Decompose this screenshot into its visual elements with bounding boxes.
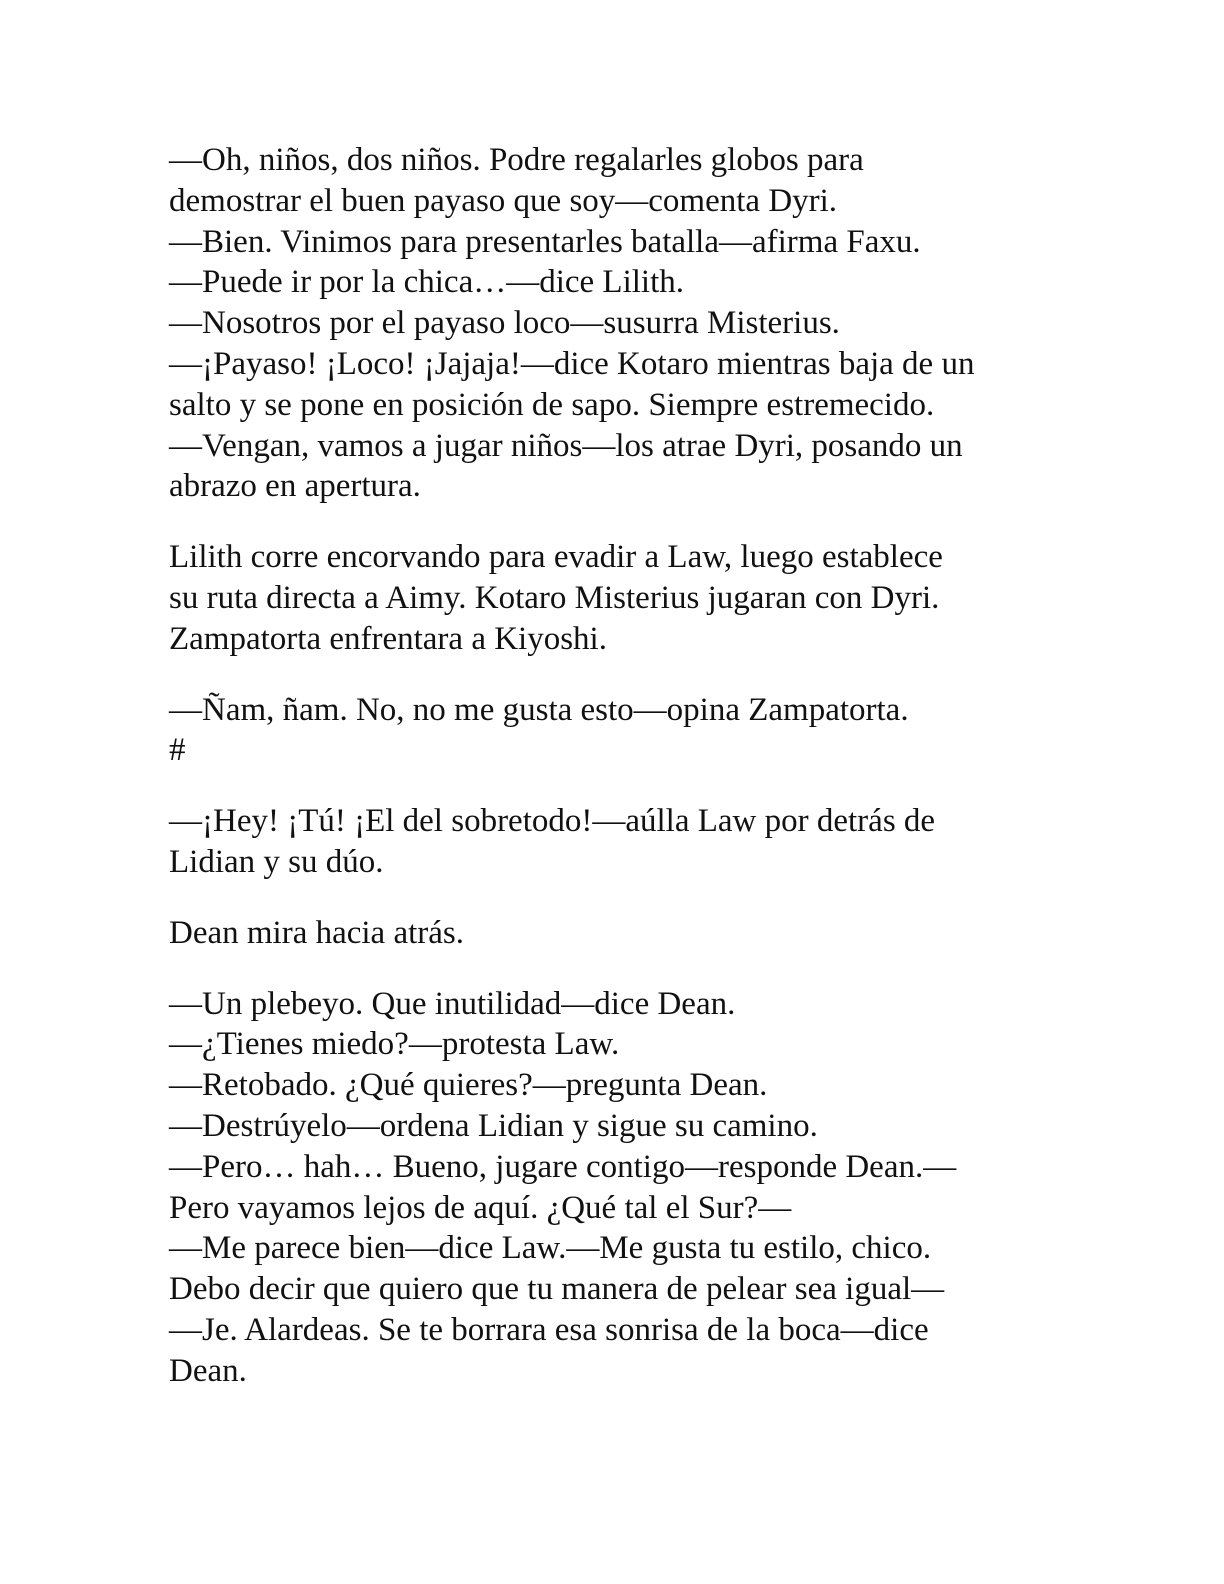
text-line: —¿Tienes miedo?—protesta Law. <box>169 1026 620 1063</box>
text-line: —Pero… hah… Bueno, jugare contigo—responde Dean.— <box>169 1148 957 1185</box>
text-line: —Ñam, ñam. No, no me gusta esto—opina Zampatorta. <box>169 691 909 728</box>
text-line: Zampatorta enfrentara a Kiyoshi. <box>169 620 607 657</box>
text-line: Dean. <box>169 1352 247 1389</box>
paragraph-dialogue-4 <box>169 984 1059 1392</box>
text-line: —Destrúyelo—ordena Lidian y sigue su camino. <box>169 1107 818 1144</box>
paragraph-dialogue-2 <box>169 690 1059 772</box>
text-line: salto y se pone en posición de sapo. Siempre estremecido. <box>169 386 935 423</box>
text-line: Debo decir que quiero que tu manera de pelear sea igual— <box>169 1271 945 1308</box>
document-page <box>169 140 1059 1422</box>
paragraph-narration-1 <box>169 537 1059 659</box>
text-line: Pero vayamos lejos de aquí. ¿Qué tal el Sur?— <box>169 1189 792 1226</box>
paragraph-dialogue-1 <box>169 140 1059 507</box>
text-line: —¡Hey! ¡Tú! ¡El del sobretodo!—aúlla Law por detrás de <box>169 803 936 840</box>
text-line: —Vengan, vamos a jugar niños—los atrae Dyri, posando un <box>169 427 963 464</box>
text-line: —Oh, niños, dos niños. Podre regalarles globos para <box>169 142 864 178</box>
text-line: Lilith corre encorvando para evadir a Law, luego establece <box>169 539 943 576</box>
text-line: Dean mira hacia atrás. <box>169 914 465 951</box>
text-line: —Me parece bien—dice Law.—Me gusta tu estilo, chico. <box>169 1230 932 1267</box>
paragraph-narration-2 <box>169 913 1059 954</box>
text-line: —Puede ir por la chica…—dice Lilith. <box>169 264 685 301</box>
text-line: demostrar el buen payaso que soy—comenta Dyri. <box>169 182 838 219</box>
text-line: Lidian y su dúo. <box>169 843 384 880</box>
text-line: —Retobado. ¿Qué quieres?—pregunta Dean. <box>169 1067 768 1104</box>
paragraph-dialogue-3 <box>169 801 1059 883</box>
text-line: —Je. Alardeas. Se te borrara esa sonrisa de la boca—dice <box>169 1311 929 1348</box>
text-line: abrazo en apertura. <box>169 468 421 505</box>
scene-break: # <box>169 732 186 769</box>
text-line: —¡Payaso! ¡Loco! ¡Jajaja!—dice Kotaro mientras baja de un <box>169 345 975 382</box>
text-line: —Bien. Vinimos para presentarles batalla—afirma Faxu. <box>169 223 921 260</box>
text-line: —Nosotros por el payaso loco—susurra Misterius. <box>169 305 840 342</box>
text-line: su ruta directa a Aimy. Kotaro Misterius jugaran con Dyri. <box>169 579 940 616</box>
text-line: —Un plebeyo. Que inutilidad—dice Dean. <box>169 985 736 1022</box>
